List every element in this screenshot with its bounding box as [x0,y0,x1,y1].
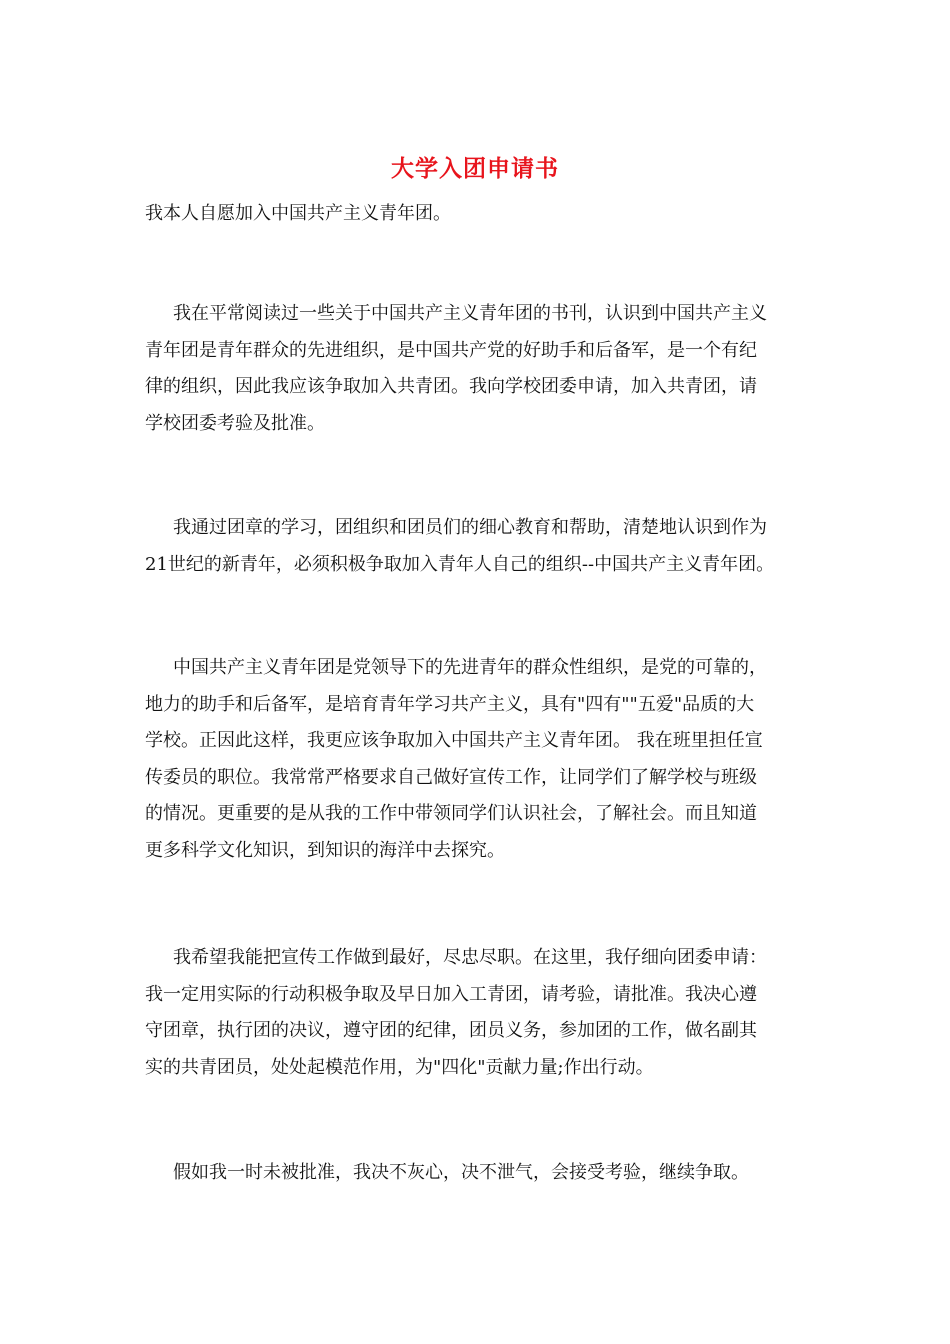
paragraph-2 [145,510,810,583]
paragraph-line: 青年团是青年群众的先进组织，是中国共产党的好助手和后备军，是一个有纪 [145,339,757,361]
paragraph-line: 我一定用实际的行动积极争取及早日加入工青团，请考验，请批准。我决心遵 [145,983,757,1005]
paragraph-line: 更多科学文化知识，到知识的海洋中去探究。 [145,839,505,861]
paragraph-3 [145,650,810,869]
paragraph-4 [145,940,810,1086]
paragraph-line: 律的组织，因此我应该争取加入共青团。我向学校团委申请，加入共青团，请 [145,376,757,397]
paragraph-line: 我本人自愿加入中国共产主义青年团。 [145,203,451,224]
paragraph-line: 的情况。更重要的是从我的工作中带领同学们认识社会，了解社会。而且知道 [145,803,757,824]
paragraph-line: 假如我一时未被批准，我决不灰心，决不泄气，会接受考验，继续争取。 [173,1162,749,1183]
paragraph-line: 我在平常阅读过一些关于中国共产主义青年团的书刊，认识到中国共产主义 [173,303,767,324]
paragraph-5 [145,1155,810,1192]
paragraph-line: 实的共青团员，处处起模范作用，为"四化"贡献力量;作出行动。 [145,1056,654,1078]
paragraph-line: 传委员的职位。我常常严格要求自己做好宣传工作，让同学们了解学校与班级 [145,766,757,788]
opening-paragraph [145,196,810,233]
paragraph-1 [145,296,810,442]
paragraph-line: 中国共产主义青年团是党领导下的先进青年的群众性组织，是党的可靠的， [173,657,767,678]
paragraph-line: 地力的助手和后备军，是培育青年学习共产主义，具有"四有""五爱"品质的大 [145,693,755,715]
paragraph-line: 21世纪的新青年，必须积极争取加入青年人自己的组织--中国共产主义青年团。 [145,553,775,575]
paragraph-line: 守团章，执行团的决议，遵守团的纪律，团员义务，参加团的工作，做名副其 [145,1020,757,1041]
paragraph-line: 我通过团章的学习，团组织和团员们的细心教育和帮助，清楚地认识到作为 [173,517,767,538]
paragraph-line: 我希望我能把宣传工作做到最好，尽忠尽职。在这里，我仔细向团委申请： [173,947,767,968]
document-title: 大学入团申请书 [391,156,559,182]
paragraph-line: 学校团委考验及批准。 [145,412,325,434]
paragraph-line: 学校。正因此这样，我更应该争取加入中国共产主义青年团。 我在班里担任宣 [145,730,763,751]
